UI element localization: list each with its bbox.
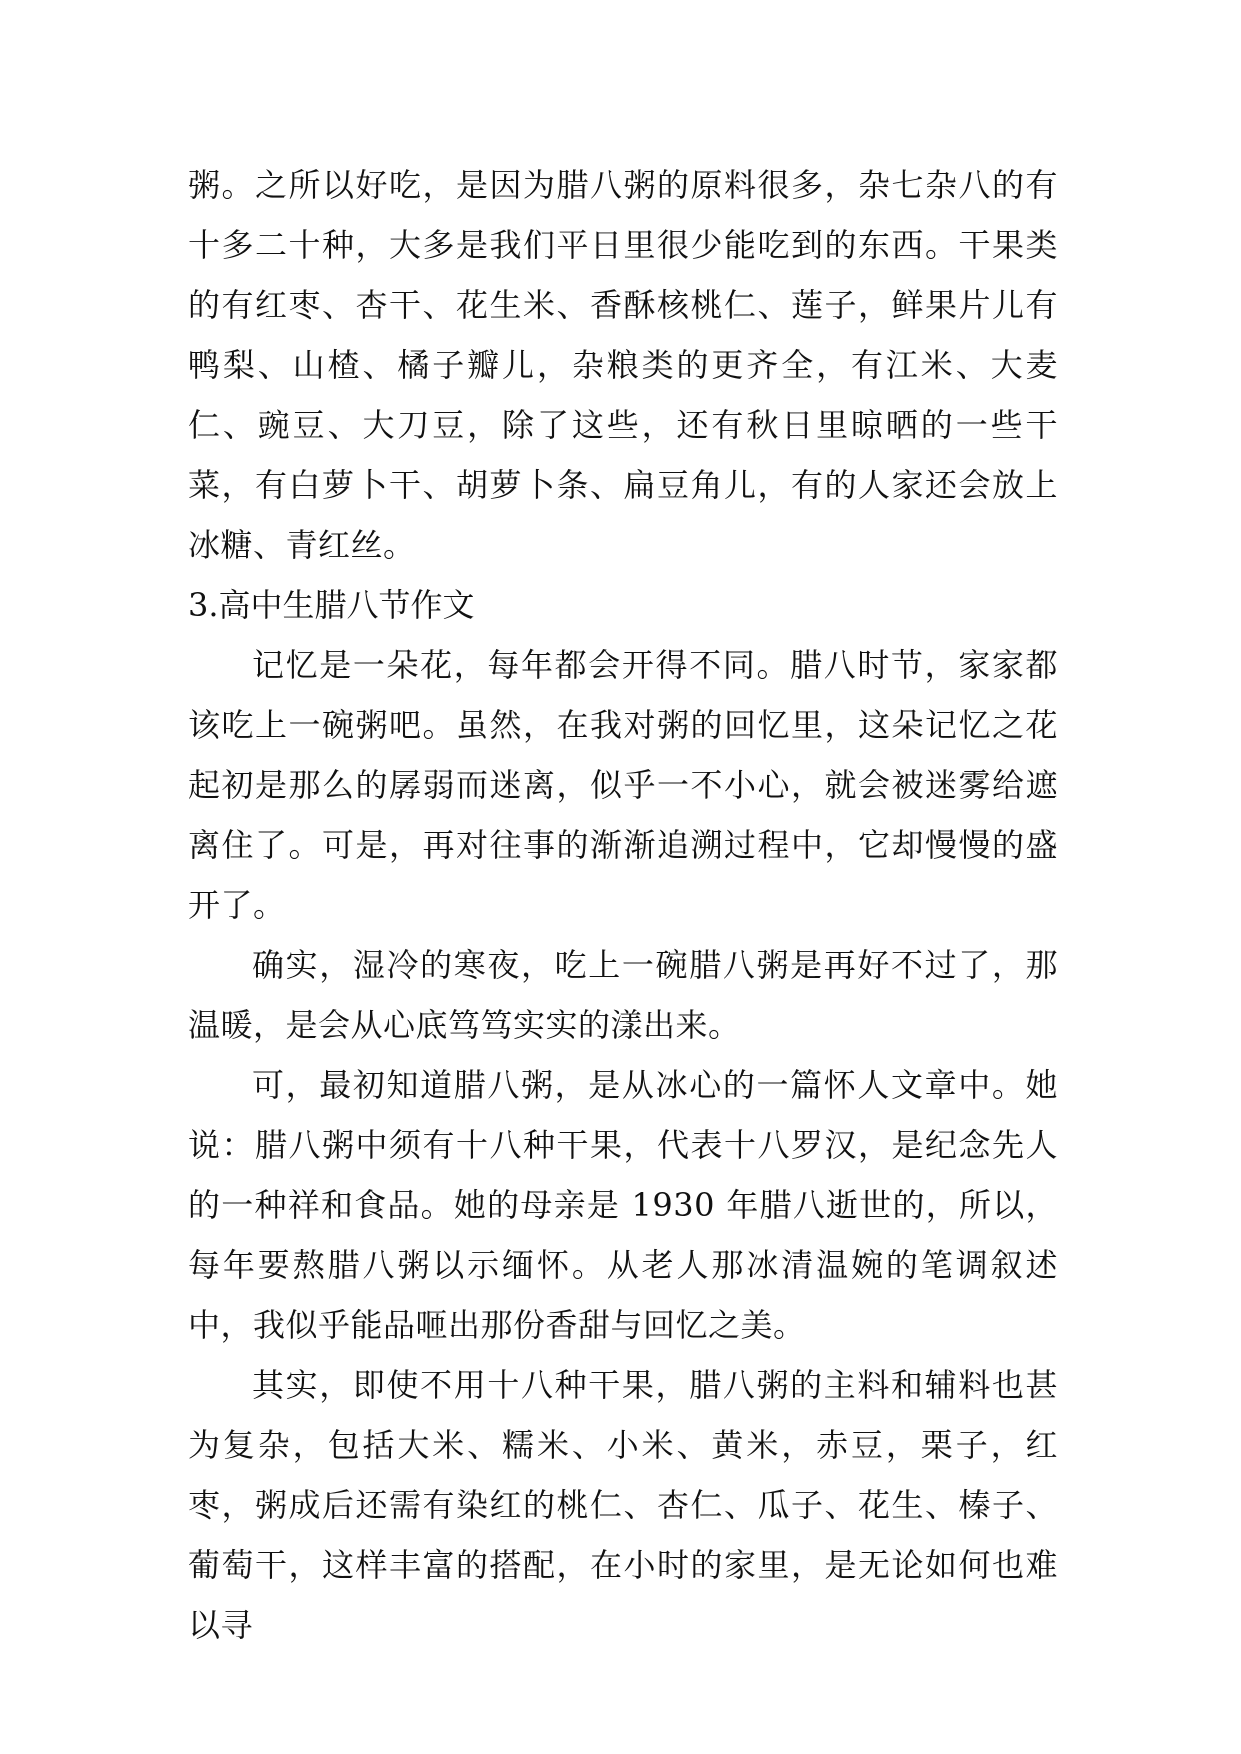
- document-page: [188, 155, 1058, 1655]
- paragraph-ingredients: 其实，即使不用十八种干果，腊八粥的主料和辅料也甚为复杂，包括大米、糯米、小米、黄米，赤豆，栗子，红枣，粥成后还需有染红的桃仁、杏仁、瓜子、花生、榛子、葡萄干，这样丰富的搭配，在小时的家里，是无论如何也难以寻: [188, 1366, 1058, 1644]
- paragraph-bingxin: 可，最初知道腊八粥，是从冰心的一篇怀人文章中。她说：腊八粥中须有十八种干果，代表十八罗汉，是纪念先人的一种祥和食品。她的母亲是 1930 年腊八逝世的，所以，每年要熬腊八粥以示缅怀。从老人那冰清温婉的笔调叙述中，我似乎能品咂出那份香甜与回忆之美。: [188, 1066, 1058, 1344]
- paragraph-cold-night: 确实，湿冷的寒夜，吃上一碗腊八粥是再好不过了，那温暖，是会从心底笃笃实实的漾出来。: [188, 946, 1058, 1044]
- paragraph-memory-flower: 记忆是一朵花，每年都会开得不同。腊八时节，家家都该吃上一碗粥吧。虽然，在我对粥的回忆里，这朵记忆之花起初是那么的孱弱而迷离，似乎一不小心，就会被迷雾给遮离住了。可是，再对往事的渐渐追溯过程中，它却慢慢的盛开了。: [188, 646, 1058, 924]
- section-heading: 3.高中生腊八节作文: [188, 586, 475, 624]
- paragraph-continuation: 粥。之所以好吃，是因为腊八粥的原料很多，杂七杂八的有十多二十种，大多是我们平日里很少能吃到的东西。干果类的有红枣、杏干、花生米、香酥核桃仁、莲子，鲜果片儿有鸭梨、山楂、橘子瓣儿，杂粮类的更齐全，有江米、大麦仁、豌豆、大刀豆，除了这些，还有秋日里晾晒的一些干菜，有白萝卜干、胡萝卜条、扁豆角儿，有的人家还会放上冰糖、青红丝。: [188, 166, 1058, 564]
